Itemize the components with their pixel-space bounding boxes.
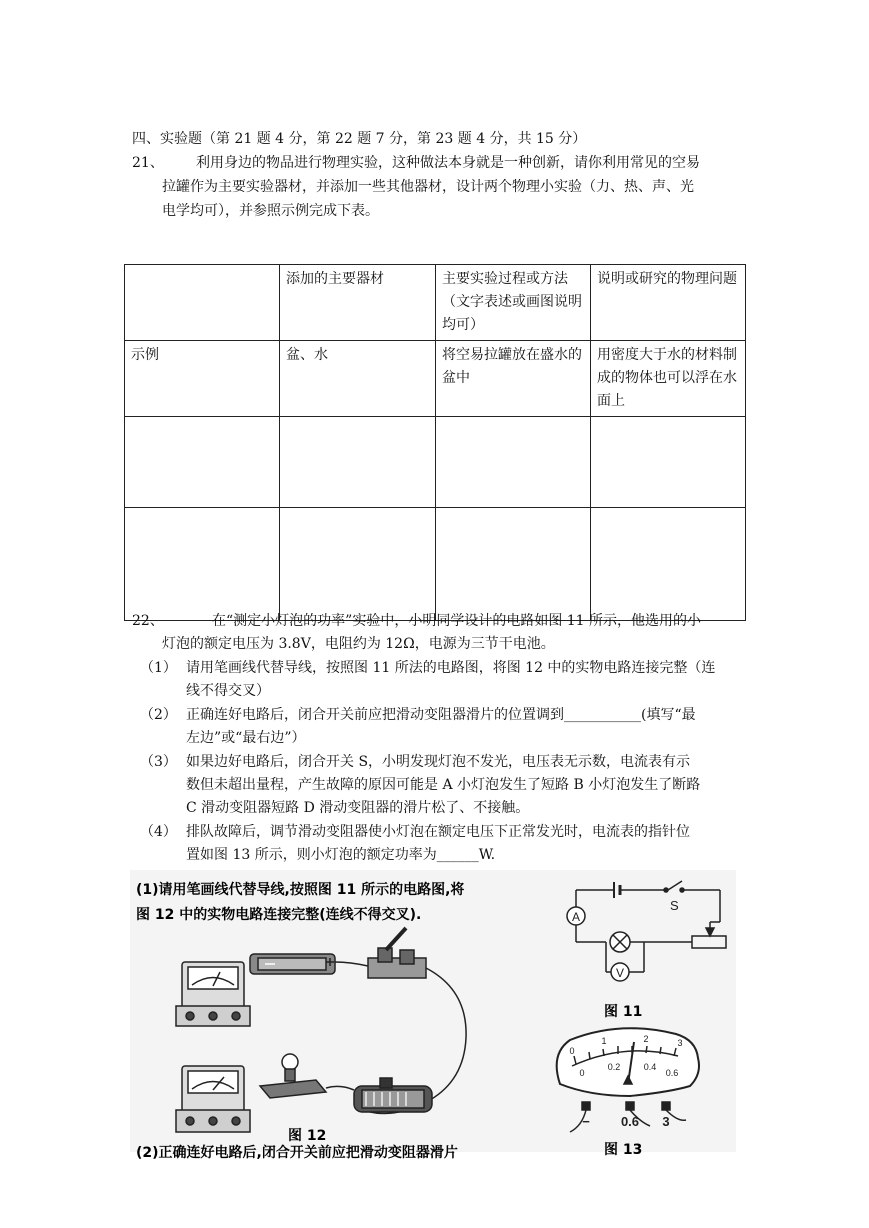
figure-11-label: 图 11 <box>604 1004 643 1020</box>
scale-bottom-label: 0.6 <box>665 1068 679 1078</box>
rheostat-device <box>354 1078 432 1112</box>
q22-number: 22、 <box>132 613 164 629</box>
q22-item3-line1: 如果边好电路后，闭合开关 S，小明发现灯泡不发光，电压表无示数，电流表有示 <box>186 754 691 770</box>
q22-item-number: （4） <box>140 824 177 840</box>
experiment-table <box>124 264 746 621</box>
blank-cell[interactable] <box>125 417 280 508</box>
ammeter-device <box>176 962 250 1026</box>
figure-caption-line1: (1)请用笔画线代替导线,按照图 11 所示的电路图,将 <box>136 882 465 898</box>
blank-cell[interactable] <box>280 508 436 621</box>
battery-pack <box>250 954 335 974</box>
figure-13-label: 图 13 <box>604 1142 643 1158</box>
q22-item-number: （1） <box>140 660 177 676</box>
section-title: 四、实验题（第 21 题 4 分，第 22 题 7 分，第 23 题 4 分，共 15 分） <box>132 131 587 147</box>
table-cell: 将空易拉罐放在盛水的盆中 <box>436 341 591 417</box>
scale-bottom-label: 0.2 <box>607 1062 621 1072</box>
q22-item4-line1: 排队故障后，调节滑动变阻器使小灯泡在额定电压下正常发光时，电流表的指针位 <box>186 824 690 840</box>
q22-line1: 在“测定小灯泡的功率”实验中，小明同学设计的电路如图 11 所示，他选用的小 <box>212 613 702 629</box>
q22-item4-line2: 置如图 13 所示，则小灯泡的额定功率为______W. <box>186 847 496 863</box>
table-cell: 示例 <box>125 341 280 417</box>
q22-item1-line1: 请用笔画线代替导线，按照图 11 所法的电路图，将图 12 中的实物电路连接完整（连 <box>186 660 716 676</box>
switch-device <box>368 928 426 978</box>
voltmeter-device <box>176 1066 250 1132</box>
figure-caption-line2: 图 12 中的实物电路连接完整(连线不得交叉). <box>136 907 422 923</box>
blank-cell[interactable] <box>591 417 746 508</box>
terminal-label: 3 <box>662 1114 670 1129</box>
q22-item2-line2: 左边”或“最右边”） <box>186 730 306 746</box>
terminal-label: − <box>582 1114 590 1129</box>
blank-cell[interactable] <box>280 417 436 508</box>
q21-line2: 拉罐作为主要实验器材，并添加一些其他器材，设计两个物理小实验（力、热、声、光 <box>162 179 694 195</box>
table-cell: 用密度大于水的材料制成的物体也可以浮在水面上 <box>591 341 746 417</box>
figure-12-label: 图 12 <box>288 1128 327 1144</box>
q22-item-number: （3） <box>140 754 177 770</box>
blank-cell[interactable] <box>436 508 591 621</box>
figure-12 <box>176 928 466 1132</box>
table-header-row <box>125 265 746 341</box>
q22-item3-line2: 数但未超出量程，产生故障的原因可能是 A 小灯泡发生了短路 B 小灯泡发生了断路 <box>186 777 701 793</box>
q21-line3: 电学均可），并参照示例完成下表。 <box>162 203 379 219</box>
figure-bottom-caption-cut: (2)正确连好电路后,闭合开关前应把滑动变阻器滑片 <box>136 1145 458 1161</box>
table-row-blank <box>125 508 746 621</box>
table-example-row <box>125 341 746 417</box>
voltmeter-symbol: V <box>615 966 625 980</box>
q21-line1: 利用身边的物品进行物理实验，这种做法本身就是一种创新，请你利用常见的空易 <box>196 155 700 171</box>
table-header-cell: 主要实验过程或方法（文字表述或画图说明均可） <box>436 265 591 341</box>
lamp-device <box>260 1054 326 1098</box>
scale-top-label: 1 <box>601 1036 607 1046</box>
scale-bottom-label: 0.4 <box>643 1062 657 1072</box>
switch-symbol: S <box>670 898 679 913</box>
table-header-cell: 添加的主要器材 <box>280 265 436 341</box>
q22-item3-line3: C 滑动变阻器短路 D 滑动变阻器的滑片松了、不接触。 <box>186 800 530 816</box>
blank-cell[interactable] <box>125 508 280 621</box>
ammeter-symbol: A <box>571 910 581 924</box>
scale-top-label: 2 <box>643 1034 649 1044</box>
figure-11 <box>567 881 726 981</box>
blank-cell[interactable] <box>436 417 591 508</box>
table-header-cell: 说明或研究的物理问题 <box>591 265 746 341</box>
scale-bottom-label: 0 <box>579 1068 585 1078</box>
table-cell: 盆、水 <box>280 341 436 417</box>
blank-cell[interactable] <box>591 508 746 621</box>
table-header-cell <box>125 265 280 341</box>
terminal-label: 0.6 <box>620 1114 640 1129</box>
q22-item1-line2: 线不得交叉） <box>186 683 270 699</box>
q22-item-number: （2） <box>140 707 177 723</box>
q22-line2: 灯泡的额定电压为 3.8V，电阻约为 12Ω，电源为三节干电池。 <box>162 636 555 652</box>
scale-top-label: 3 <box>677 1038 683 1048</box>
scale-top-label: 0 <box>569 1046 575 1056</box>
q22-item2-line1: 正确连好电路后，闭合开关前应把滑动变阻器滑片的位置调到___________(填写“最 <box>186 707 696 723</box>
q21-number: 21、 <box>132 155 164 171</box>
table-row-blank <box>125 417 746 508</box>
figure-panel <box>130 870 736 1161</box>
